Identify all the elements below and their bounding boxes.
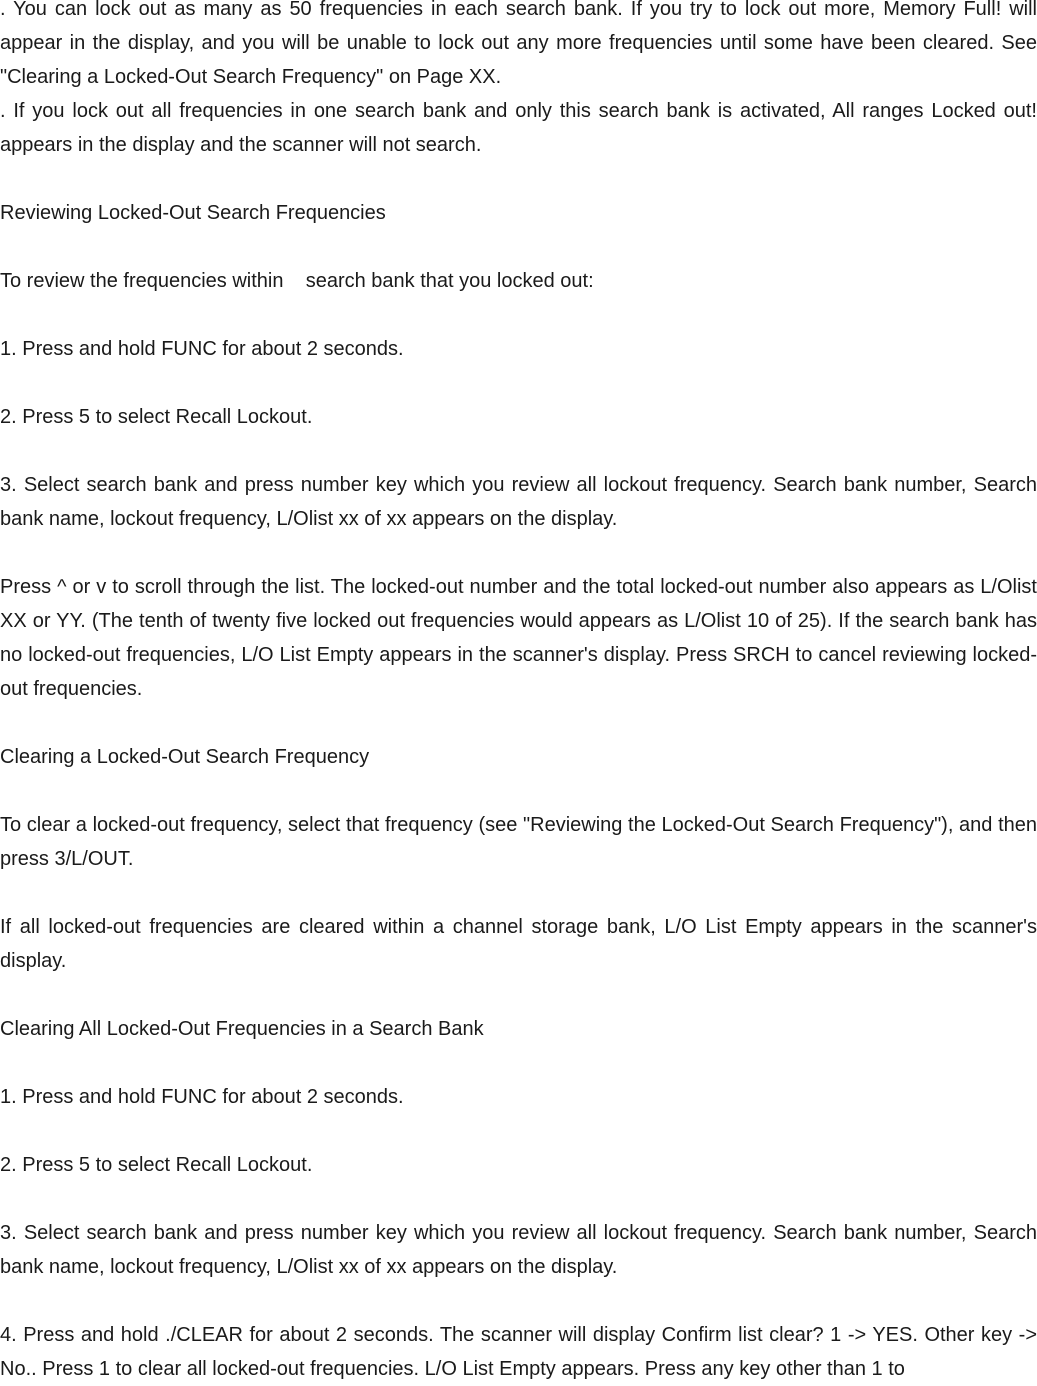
clear-all-step-1: 1. Press and hold FUNC for about 2 seconds. — [0, 1086, 404, 1108]
clear-all-step-4: 4. Press and hold ./CLEAR for about 2 seconds. The scanner will display Confirm list clear? 1 -> YES. Other key -> No.. Press 1 to clear all locked-out frequencies. L/O List Empty appears. Press any key other than 1 to — [0, 1324, 1037, 1380]
clear-all-step-3: 3. Select search bank and press number key which you review all lockout frequency. Search bank number, Search bank name, lockout frequency, L/Olist xx of xx appears on the display. — [0, 1222, 1037, 1278]
review-scroll-instructions: Press ^ or v to scroll through the list. The locked-out number and the total locked-out number also appears as L/Olist XX or YY. (The tenth of twenty five locked out frequencies would appears as L/Olist 10 of 25). If the search bank has no locked-out frequencies, L/O List Empty appears in the scanner's display. Press SRCH to cancel reviewing locked-out frequencies. — [0, 576, 1037, 700]
clear-one-instructions: To clear a locked-out frequency, select that frequency (see "Reviewing the Locked-Out Search Frequency"), and then press 3/L/OUT. — [0, 814, 1037, 870]
section-heading-clearing-all: Clearing All Locked-Out Frequencies in a Search Bank — [0, 1018, 484, 1040]
note-all-locked-out: . If you lock out all frequencies in one search bank and only this search bank is activated, All ranges Locked out! appears in the display and the scanner will not search. — [0, 100, 1037, 156]
clear-one-result: If all locked-out frequencies are cleared within a channel storage bank, L/O List Empty appears in the scanner's display. — [0, 916, 1037, 972]
section-heading-clearing-one: Clearing a Locked-Out Search Frequency — [0, 746, 370, 768]
note-lockout-limit: . You can lock out as many as 50 frequencies in each search bank. If you try to lock out more, Memory Full! will appear in the display, and you will be unable to lock out any more frequencies until some have been cleared. See "Clearing a Locked-Out Search Frequency" on Page XX. — [0, 0, 1037, 88]
section-heading-reviewing: Reviewing Locked-Out Search Frequencies — [0, 202, 386, 224]
review-intro: To review the frequencies within search bank that you locked out: — [0, 270, 594, 292]
review-step-3: 3. Select search bank and press number key which you review all lockout frequency. Search bank number, Search bank name, lockout frequency, L/Olist xx of xx appears on the display. — [0, 474, 1037, 530]
clear-all-step-2: 2. Press 5 to select Recall Lockout. — [0, 1154, 313, 1176]
review-step-2: 2. Press 5 to select Recall Lockout. — [0, 406, 313, 428]
review-step-1: 1. Press and hold FUNC for about 2 seconds. — [0, 338, 404, 360]
